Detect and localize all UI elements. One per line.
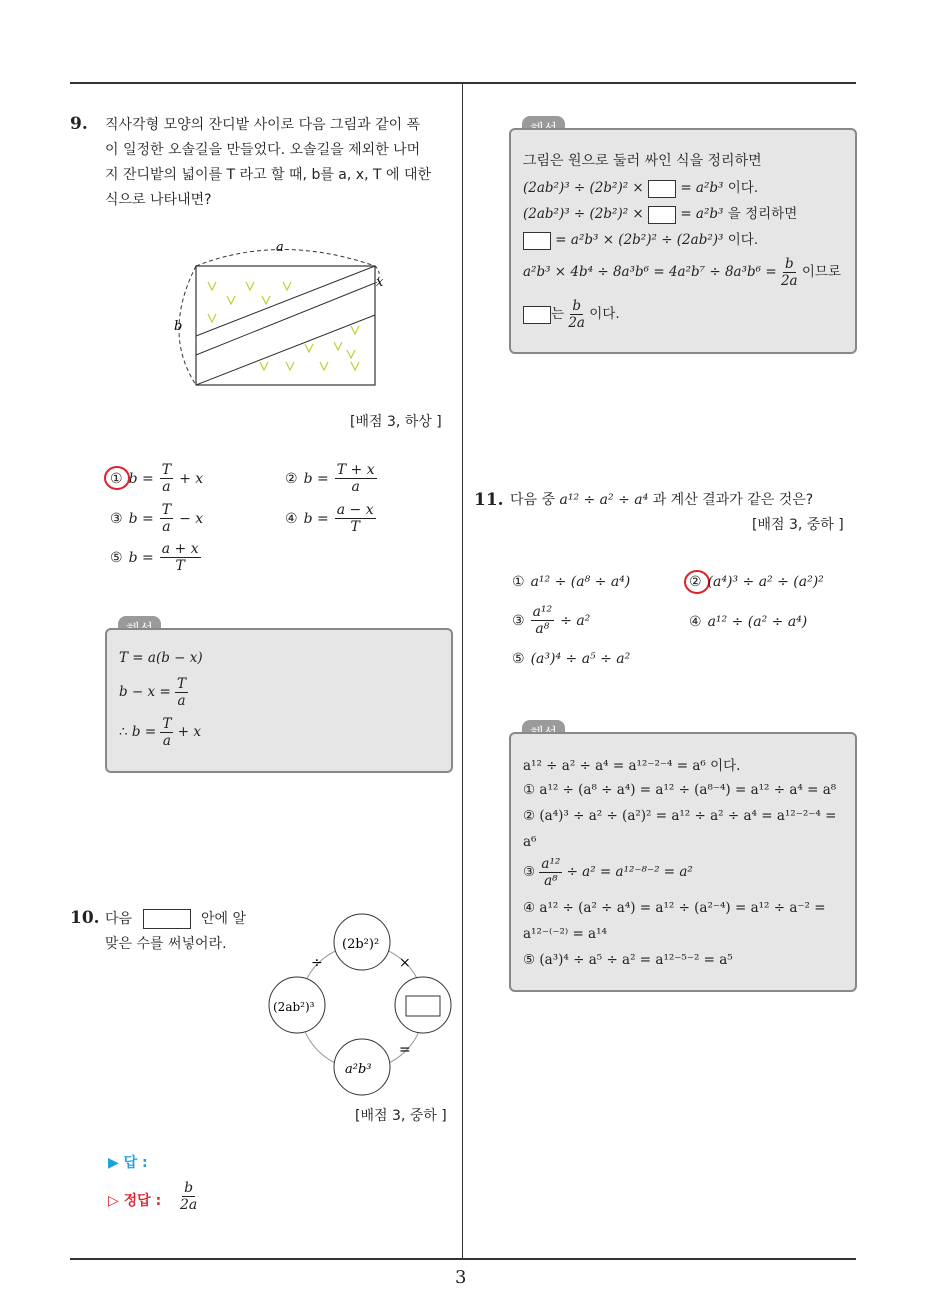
q11-option-4[interactable]: ④ a¹² ÷ (a² ÷ a⁴) (689, 614, 808, 630)
q9-solution-box (105, 628, 453, 773)
q11-sol-line-6: ④ a¹² ÷ (a² ÷ a⁴) = a¹² ÷ (a²⁻⁴) = a¹² ÷ a⁻² = (523, 900, 826, 916)
q9-label-b: b (174, 319, 183, 334)
q9-line-2: 이 일정한 오솔길을 만들었다. 오솔길을 제외한 나머 (105, 142, 421, 158)
q10-sol-line-2: (2ab²)³ ÷ (2b²)² × = a²b³ 이다. (523, 180, 759, 196)
q10-op-mul: × (399, 955, 411, 971)
q10-sol-line-1: 그림은 원으로 둘러 싸인 식을 정리하면 (523, 153, 762, 169)
q11-sol-line-5: ③ $\frac{\text{a¹²}}{\text{a⁸}}$ ÷ a² = a¹²⁻⁸⁻² = a² (523, 856, 693, 889)
q10-answer-label: ▶ 답 : (108, 1155, 148, 1171)
q9-option-1[interactable]: ① b = $\frac{T}{a}$ + x (110, 462, 204, 495)
q9-label-x: x (376, 275, 384, 290)
q10-node-bottom: a²b³ (345, 1062, 372, 1077)
q9-text (105, 113, 455, 213)
q9-label-a: a (276, 240, 284, 255)
q9-figure (170, 238, 400, 393)
q9-option-2[interactable]: ② b = $\frac{T + x}{a}$ (285, 462, 375, 495)
q9-line-4: 식으로 나타내면? (105, 192, 212, 208)
q10-sol-line-5: a²b³ × 4b⁴ ÷ 8a³b⁶ = 4a²b⁷ ÷ 8a³b⁶ = $\frac{b}{2a}$ 이므로 (523, 256, 842, 289)
q10-node-top: (2b²)² (342, 937, 380, 952)
q11-option-2[interactable]: ② (a⁴)³ ÷ a² ÷ (a²)² (689, 574, 824, 590)
q11-sol-line-4: a⁶ (523, 834, 537, 850)
q10-score: [배점 3, 중하 ] (355, 1108, 447, 1124)
q10-node-left: (2ab²)³ (273, 1000, 315, 1014)
q10-line1-pre: 다음 (105, 911, 133, 927)
footer-rule (70, 1258, 856, 1260)
q9-option-3[interactable]: ③ b = $\frac{T}{a}$ − x (110, 502, 204, 535)
q9-line-3: 지 잔디밭의 넓이를 T 라고 할 때, b를 a, x, T 에 대한 (105, 167, 431, 183)
q11-option-1[interactable]: ① a¹² ÷ (a⁸ ÷ a⁴) (512, 574, 631, 590)
q10-diagram-blank (406, 996, 440, 1016)
q10-correct-label: ▷ 정답 : (108, 1193, 162, 1209)
option-number: ② (285, 470, 298, 487)
q11-sol-line-3: ② (a⁴)³ ÷ a² ÷ (a²)² = a¹² ÷ a² ÷ a⁴ = a¹²⁻²⁻⁴ = (523, 808, 837, 824)
column-divider (462, 83, 463, 1258)
page-number: 3 (455, 1267, 467, 1288)
q9-solution-line-2: b − x = $\frac{T}{a}$ (119, 676, 187, 709)
q11-option-5[interactable]: ⑤ (a³)⁴ ÷ a⁵ ÷ a² (512, 651, 631, 667)
q11-sol-line-7: a¹²⁻⁽⁻²⁾ = a¹⁴ (523, 926, 607, 942)
q11-sol-line-8: ⑤ (a³)⁴ ÷ a⁵ ÷ a² = a¹²⁻⁵⁻² = a⁵ (523, 952, 733, 968)
q10-correct-value: $\frac{b}{2a}$ (180, 1180, 198, 1213)
q10-op-div: ÷ (311, 955, 323, 971)
q10-op-eq: = (399, 1042, 411, 1058)
q9-line-1: 직사각형 모양의 잔디밭 사이로 다음 그림과 같이 폭 (105, 117, 421, 133)
grass-marks (208, 282, 359, 370)
q11-solution-box (509, 732, 857, 992)
q11-option-3[interactable]: ③ $\frac{\text{a¹²}}{\text{a⁸}}$ ÷ a² (512, 604, 591, 637)
option-number: ⑤ (110, 549, 123, 566)
q11-sol-line-1: a¹² ÷ a² ÷ a⁴ = a¹²⁻²⁻⁴ = a⁶ 이다. (523, 758, 741, 774)
q10-solution-box (509, 128, 857, 354)
header-rule (70, 82, 856, 84)
q10-blank-box (143, 909, 191, 929)
q10-diagram (265, 912, 455, 1097)
q11-score: [배점 3, 중하 ] (752, 517, 844, 533)
q9-score: [배점 3, 하상 ] (350, 414, 442, 430)
option-number: ① (110, 470, 123, 487)
q10-text (105, 907, 246, 957)
option-number: ③ (110, 510, 123, 527)
option-number: ④ (285, 510, 298, 527)
q11-sol-line-2: ① a¹² ÷ (a⁸ ÷ a⁴) = a¹² ÷ (a⁸⁻⁴) = a¹² ÷ a⁴ = a⁸ (523, 782, 837, 798)
q9-option-5[interactable]: ⑤ b = $\frac{a + x}{T}$ (110, 541, 199, 574)
q11-number: 11. (474, 490, 504, 510)
q10-number: 10. (70, 908, 100, 928)
q11-text: 다음 중 a¹² ÷ a² ÷ a⁴ 과 계산 결과가 같은 것은? (510, 492, 814, 508)
q10-sol-line-4: = a²b³ × (2b²)² ÷ (2ab²)³ 이다. (523, 228, 758, 250)
q10-sol-line-6: 는 $\frac{b}{2a}$ 이다. (523, 298, 620, 331)
q9-option-4[interactable]: ④ b = $\frac{a - x}{T}$ (285, 502, 374, 535)
q9-solution-line-3: ∴ b = $\frac{T}{a}$ + x (119, 716, 201, 749)
q10-line1-post: 안에 알 (200, 911, 246, 927)
q9-number: 9. (70, 114, 88, 134)
q10-line2: 맞은 수를 써넣어라. (105, 936, 227, 952)
q9-solution-line-1: T = a(b − x) (119, 650, 203, 666)
q10-sol-line-3: (2ab²)³ ÷ (2b²)² × = a²b³ 을 정리하면 (523, 206, 798, 222)
